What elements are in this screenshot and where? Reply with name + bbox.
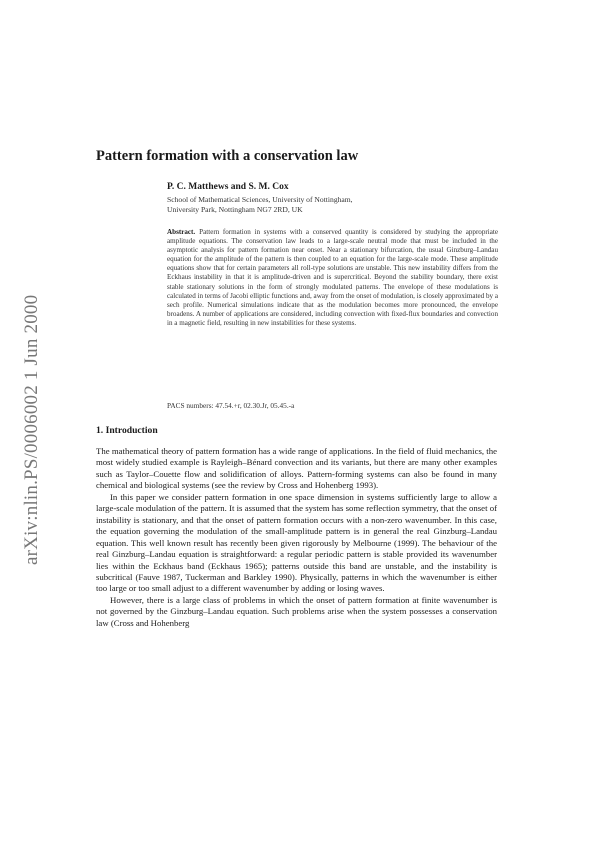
paragraph: In this paper we consider pattern formation in one space dimension in systems sufficiently large to allow a large-scale modulation of the pattern. It is assumed that the system has some reflection symmetry, that the onset of instability is stationary, and that the onset of pattern formation occurs with a non-zero wavenumber. In this case, the equation governing the modulation of the small-amplitude pattern is in general the real Ginzburg–Landau equation. This well known result has recently been given rigorously by Melbourne (1999). The behaviour of the real Ginzburg–Landau equation is straightforward: a regular periodic pattern is stable provided its wavenumber lies within the Eckhaus band (Eckhaus 1965); patterns outside this band are unstable, and the instability is subcritical (Fauve 1987, Tuckerman and Barkley 1990). Physically, patterns in which the wavenumber is either too large or too small adjust to a different wavenumber by adding or losing waves. <box>96 491 497 594</box>
abstract <box>167 228 498 328</box>
affiliation-line: School of Mathematical Sciences, University of Nottingham, <box>167 195 353 204</box>
paper-title: Pattern formation with a conservation law <box>96 148 359 164</box>
abstract-heading: Abstract. <box>167 228 196 236</box>
paragraph: However, there is a large class of problems in which the onset of pattern formation at finite wavenumber is not governed by the Ginzburg–Landau equation. Such problems arise when the system possesses a conservation law (Cross and Hohenberg <box>96 594 497 628</box>
arxiv-identifier: arXiv:nlin.PS/0006002 1 Jun 2000 <box>21 294 42 565</box>
pacs-numbers: PACS numbers: 47.54.+r, 02.30.Jr, 05.45.-a <box>167 401 295 410</box>
abstract-text: Pattern formation in systems with a conserved quantity is considered by studying the appropriate amplitude equations. The conservation law leads to a large-scale neutral mode that must be included in the asymptotic analysis for pattern formation near onset. Near a stationary bifurcation, the usual Ginzburg–Landau equation for the amplitude of the pattern is then coupled to an equation for the large-scale mode. These amplitude equations show that for certain parameters all roll-type solutions are unstable. This new instability differs from the Eckhaus instability in that it is amplitude-driven and is supercritical. Beyond the stability boundary, there exist stable stationary solutions in the form of strongly modulated patterns. The envelope of these modulations is calculated in terms of Jacobi elliptic functions and, away from the onset of modulation, is closely approximated by a sech profile. Numerical simulations indicate that as the modulation becomes more pronounced, the envelope broadens. A number of applications are considered, including convection with fixed-flux boundaries and convection in a magnetic field, resulting in new instabilities for these systems. <box>167 228 498 327</box>
author-affiliation <box>167 195 467 215</box>
introduction-body <box>96 446 497 629</box>
paper-authors: P. C. Matthews and S. M. Cox <box>167 182 289 192</box>
section-heading-introduction: 1. Introduction <box>96 425 158 436</box>
affiliation-line: University Park, Nottingham NG7 2RD, UK <box>167 204 303 214</box>
paragraph: The mathematical theory of pattern formation has a wide range of applications. In the field of fluid mechanics, the most widely studied example is Rayleigh–Bénard convection and its variants, but there are many other examples such as Taylor–Couette flow and solidification of alloys. Pattern-forming systems can also be found in many chemical and biological systems (see the review by Cross and Hohenberg 1993). <box>96 446 497 491</box>
